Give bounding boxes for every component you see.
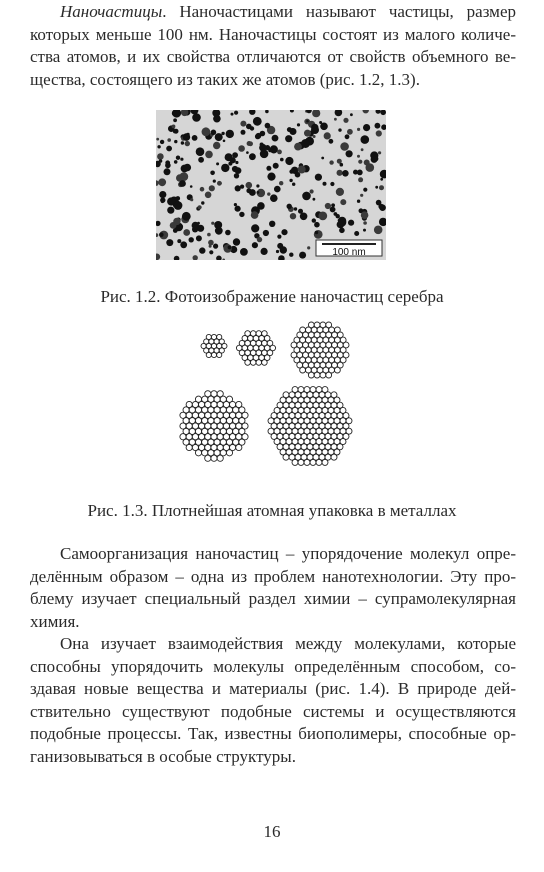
nanoparticle-dot — [167, 197, 175, 205]
nanoparticle-dot — [358, 160, 362, 164]
nanoparticle-dot — [185, 141, 190, 146]
nanoparticle-dot — [329, 160, 333, 164]
nanoparticle-dot — [350, 113, 353, 116]
nanoparticle-dot — [192, 135, 198, 141]
nanoparticle-dot — [314, 222, 320, 228]
nanoparticle-dot — [363, 188, 367, 192]
nanoparticle-dot — [196, 147, 205, 156]
nanoparticle-dot — [315, 174, 322, 181]
paragraph-text: ствительно существуют подобные системы и осуществляются — [30, 701, 516, 721]
nanoparticle-dot — [240, 248, 248, 256]
atom-sphere — [256, 360, 262, 366]
nanoparticle-dot — [379, 185, 384, 190]
nanoparticle-dot — [234, 203, 237, 206]
nanoparticle-dot — [315, 231, 318, 234]
scale-bar-label: 100 nm — [332, 247, 366, 258]
nanoparticle-dot — [339, 228, 345, 234]
atom-cluster — [268, 387, 352, 466]
nanoparticle-dot — [174, 160, 178, 164]
nanoparticle-dot — [298, 209, 303, 214]
nanoparticle-dot — [266, 166, 271, 171]
nanoparticle-dot — [235, 161, 238, 164]
term-nanoparticles: Наночастицы — [60, 2, 163, 21]
nanoparticle-dot — [375, 186, 378, 189]
nanoparticle-dot — [280, 246, 287, 253]
atom-sphere — [298, 459, 304, 465]
paragraph-nanoparticles — [30, 1, 516, 91]
atom-sphere — [314, 372, 320, 378]
nanoparticle-dot — [176, 156, 180, 160]
nanoparticle-dot — [311, 124, 318, 131]
nanoparticle-dot — [207, 233, 211, 237]
nanoparticle-dot — [277, 150, 282, 155]
nanoparticle-dot — [260, 150, 269, 159]
nanoparticle-dot — [342, 170, 349, 177]
nanoparticle-dot — [357, 155, 360, 158]
nanoparticle-dot — [156, 138, 159, 141]
nanoparticle-dot — [184, 164, 192, 172]
nanoparticle-dot — [251, 211, 259, 219]
nanoparticle-dot — [340, 142, 349, 151]
nanoparticle-dot — [192, 113, 201, 122]
atom-sphere — [186, 444, 192, 450]
nanoparticle-dot — [340, 199, 346, 205]
nanoparticle-dot — [306, 120, 309, 123]
nanoparticle-dot — [380, 178, 383, 181]
nanoparticle-dot — [199, 247, 205, 253]
nanoparticle-dot — [374, 226, 383, 235]
nanoparticle-dot — [158, 178, 166, 186]
nanoparticle-dot — [241, 130, 246, 135]
nanoparticle-dot — [181, 175, 184, 178]
nanoparticle-dot — [354, 231, 359, 236]
nanoparticle-dot — [215, 133, 223, 141]
nanoparticle-dot — [343, 118, 348, 123]
nanoparticle-dot — [215, 227, 223, 235]
atomic-packing-illustration — [170, 318, 370, 468]
nanoparticle-dot — [234, 173, 239, 178]
nanoparticle-dot — [246, 151, 249, 154]
nanoparticle-dot — [166, 239, 173, 246]
nanoparticle-dot — [321, 157, 324, 160]
nanoparticle-dot — [257, 237, 262, 242]
nanoparticle-dot — [294, 207, 297, 210]
nanoparticle-dot — [190, 185, 193, 188]
nanoparticle-dot — [363, 229, 366, 232]
nanoparticle-dot — [289, 253, 293, 257]
nanoparticle-dot — [159, 159, 163, 163]
nanoparticle-dot — [181, 141, 184, 144]
nanoparticle-dot — [240, 121, 246, 127]
atom-sphere — [211, 352, 216, 357]
paragraph-text: блему изучает специальный раздел химии – супрамолекулярная — [30, 589, 516, 609]
nanoparticle-dot — [329, 139, 334, 144]
page-number: 16 — [263, 822, 281, 841]
nanoparticle-dot — [268, 149, 272, 153]
atom-sphere — [195, 450, 201, 456]
atom-sphere — [205, 455, 211, 461]
nanoparticle-dot — [298, 166, 306, 174]
nanoparticle-dot — [304, 130, 311, 137]
nanoparticle-dot — [378, 204, 384, 210]
nanoparticle-dot — [157, 145, 160, 148]
nanoparticle-dot — [361, 148, 364, 151]
nanoparticle-dot — [357, 128, 360, 131]
nanoparticle-dot — [167, 138, 171, 142]
nanoparticle-dot — [246, 182, 253, 189]
nanoparticle-dot — [334, 118, 337, 121]
nanoparticle-dot — [213, 244, 218, 249]
paragraph-text: ганизовываться в особые структуры. — [30, 746, 296, 766]
nanoparticle-dot — [208, 240, 214, 246]
nanoparticle-dot — [299, 252, 306, 259]
nanoparticle-dot — [165, 160, 170, 165]
paragraph-text: . Наночастицами называют частицы, размер — [162, 2, 516, 21]
nanoparticle-dot — [331, 203, 335, 207]
atom-sphere — [320, 372, 326, 378]
nanoparticle-dot — [360, 194, 363, 197]
nanoparticle-dot — [198, 205, 202, 209]
nanoparticle-dot — [358, 177, 363, 182]
nanoparticle-dot — [159, 232, 164, 237]
nanoparticle-dot — [179, 180, 186, 187]
nanoparticle-dot — [250, 126, 254, 130]
nanoparticle-dot — [357, 200, 360, 203]
nanoparticle-dot — [301, 139, 310, 148]
nanoparticle-dot — [251, 224, 259, 232]
nanoparticle-dot — [246, 188, 251, 193]
nanoparticle-dot — [366, 163, 375, 172]
nanoparticle-dot — [256, 184, 259, 187]
nanoparticle-dot — [235, 206, 241, 212]
nanoparticle-dot — [290, 213, 296, 219]
nanoparticle-dot — [164, 168, 171, 175]
silver-nanoparticles-photo — [156, 110, 386, 260]
nanoparticle-dot — [361, 211, 369, 219]
nanoparticle-dot — [378, 151, 381, 154]
atom-sphere — [283, 454, 289, 460]
nanoparticle-dot — [270, 194, 278, 202]
nanoparticle-dot — [324, 132, 331, 139]
paragraph-text: Она изучает взаимодействия между молекулами, которые — [60, 634, 516, 653]
nanoparticle-dot — [159, 191, 166, 198]
paragraph-text: здавая новые вещества и материалы (рис. 1.4). В природе дей- — [30, 679, 516, 699]
nanoparticle-dot — [248, 141, 253, 146]
figure-1-2-caption: Рис. 1.2. Фотоизображение наночастиц серебра — [100, 287, 444, 306]
nanoparticle-dot — [223, 140, 226, 143]
nanoparticle-dot — [338, 128, 341, 131]
atom-sphere — [326, 372, 332, 378]
nanoparticle-dot — [280, 158, 284, 162]
nanoparticle-dot — [235, 185, 241, 191]
nanoparticle-dot — [347, 129, 353, 135]
nanoparticle-dot — [334, 212, 338, 216]
nanoparticle-dot — [173, 118, 177, 122]
nanoparticle-dot — [180, 158, 183, 161]
nanoparticle-dot — [277, 235, 281, 239]
nanoparticle-dot — [371, 156, 378, 163]
nanoparticle-dot — [161, 200, 164, 203]
nanoparticle-dot — [281, 229, 287, 235]
nanoparticle-dot — [323, 182, 327, 186]
nanoparticle-dot — [319, 121, 322, 124]
nanoparticle-dot — [192, 222, 199, 229]
nanoparticle-dot — [287, 204, 292, 209]
nanoparticle-dot — [302, 192, 311, 201]
nanoparticle-dot — [307, 246, 310, 249]
nanoparticle-dot — [318, 212, 327, 221]
nanoparticle-dot — [285, 157, 293, 165]
atom-sphere — [308, 372, 314, 378]
nanoparticle-dot — [310, 189, 314, 193]
nanoparticle-dot — [221, 132, 224, 135]
nanoparticle-dot — [160, 140, 164, 144]
paragraph-self-organization — [30, 543, 516, 633]
nanoparticle-dot — [292, 183, 295, 186]
nanoparticle-dot — [190, 198, 193, 201]
nanoparticle-dot — [345, 134, 350, 139]
nanoparticle-dot — [174, 140, 177, 143]
paragraph-text: способны упорядочить молекулы определённым способом, со- — [30, 656, 516, 676]
nanoparticle-dot — [337, 170, 343, 176]
nanoparticle-dot — [257, 202, 265, 210]
nanoparticle-dot — [233, 238, 240, 245]
nanoparticle-dot — [348, 220, 354, 226]
nanoparticle-dot — [375, 123, 381, 129]
atom-sphere — [250, 360, 256, 366]
atom-sphere — [316, 459, 322, 465]
nanoparticle-dot — [167, 207, 174, 214]
nanoparticle-dot — [314, 230, 323, 239]
nanoparticle-dot — [255, 134, 261, 140]
paragraph-text: делённым образом – одна из проблем нанотехнологии. Эту про- — [30, 566, 516, 586]
nanoparticle-dot — [330, 207, 336, 213]
nanoparticle-dot — [285, 135, 292, 142]
nanoparticle-dot — [353, 170, 358, 175]
nanoparticle-dot — [211, 222, 214, 225]
nanoparticle-dot — [234, 111, 238, 115]
paragraph-text: которых меньше 100 нм. Наночастицы состоят из малого количе- — [30, 24, 516, 44]
nanoparticle-dot — [209, 245, 212, 248]
nanoparticle-dot — [273, 163, 279, 169]
nanoparticle-dot — [217, 181, 222, 186]
nanoparticle-dot — [239, 212, 244, 217]
nanoparticle-dot — [225, 153, 233, 161]
nanoparticle-dot — [363, 221, 367, 225]
nanoparticle-dot — [210, 171, 215, 176]
nanoparticle-dot — [225, 230, 231, 236]
nanoparticle-dot — [279, 181, 283, 185]
atom-sphere — [292, 459, 298, 465]
nanoparticle-dot — [189, 237, 194, 242]
nanoparticle-dot — [213, 142, 220, 149]
nanoparticle-dot — [228, 246, 232, 250]
nanoparticle-dot — [238, 145, 245, 152]
nanoparticle-dot — [177, 239, 181, 243]
nanoparticle-dot — [338, 219, 341, 222]
atom-sphere — [211, 455, 217, 461]
nanoparticle-dot — [202, 127, 211, 136]
nanoparticle-dot — [211, 130, 217, 136]
nanoparticle-dot — [170, 222, 177, 229]
nanoparticle-dot — [272, 135, 279, 142]
nanoparticle-dot — [196, 235, 202, 241]
nanoparticle-dot — [313, 135, 316, 138]
nanoparticle-dot — [232, 166, 238, 172]
nanoparticle-dot — [157, 153, 164, 160]
nanoparticle-dot — [346, 150, 353, 157]
nanoparticle-dot — [276, 250, 279, 253]
nanoparticle-dot — [261, 248, 268, 255]
nanoparticle-dot — [287, 127, 292, 132]
atom-sphere — [322, 459, 328, 465]
nanoparticle-dot — [186, 133, 189, 136]
paragraph-text: ства атомов, и их свойства отличаются от свойств объемного ве- — [30, 47, 516, 67]
atom-cluster — [180, 391, 248, 462]
nanoparticle-dot — [253, 119, 256, 122]
atom-sphere — [310, 459, 316, 465]
atom-sphere — [262, 360, 268, 366]
atom-cluster — [201, 334, 227, 357]
paragraph-supramolecular — [30, 633, 516, 769]
nanoparticle-dot — [267, 173, 275, 181]
atom-sphere — [217, 455, 223, 461]
nanoparticle-dot — [173, 228, 178, 233]
nanoparticle-dot — [313, 198, 316, 201]
nanoparticle-dot — [231, 113, 234, 116]
figure-1-3-caption: Рис. 1.3. Плотнейшая атомная упаковка в металлах — [87, 501, 457, 520]
nanoparticle-dot — [183, 229, 190, 236]
atom-sphere — [304, 459, 310, 465]
nanoparticle-dot — [330, 182, 334, 186]
atom-sphere — [226, 450, 232, 456]
nanoparticle-dot — [361, 135, 370, 144]
nanoparticle-dot — [226, 130, 234, 138]
nanoparticle-dot — [209, 250, 213, 254]
atom-sphere — [335, 367, 341, 373]
atom-cluster — [291, 322, 349, 378]
nanoparticle-dot — [252, 242, 258, 248]
nanoparticle-dot — [205, 192, 212, 199]
paragraph-text: химия. — [30, 611, 80, 631]
nanoparticle-dot — [180, 241, 187, 248]
nanoparticle-dot — [294, 143, 302, 151]
nanoparticle-dot — [172, 125, 176, 129]
paragraph-text: щества, состоящего из таких же атомов (рис. 1.2, 1.3). — [30, 69, 420, 89]
nanoparticle-dot — [201, 201, 204, 204]
atom-sphere — [245, 360, 251, 366]
nanoparticles-image — [156, 110, 386, 260]
nanoparticle-dot — [274, 186, 281, 193]
nanoparticle-dot — [232, 152, 238, 158]
nanoparticle-dot — [269, 221, 275, 227]
nanoparticle-dot — [166, 146, 172, 152]
nanoparticle-dot — [209, 185, 215, 191]
nanoparticle-dot — [205, 151, 213, 159]
nanoparticle-dot — [336, 188, 344, 196]
nanoparticle-dot — [257, 191, 260, 194]
nanoparticle-dot — [363, 124, 370, 131]
nanoparticle-dot — [267, 192, 270, 195]
nanoparticle-dot — [340, 163, 344, 167]
atom-sphere — [331, 454, 337, 460]
nanoparticle-dot — [376, 130, 382, 136]
nanoparticle-dot — [221, 164, 229, 172]
nanoparticle-dot — [312, 218, 316, 222]
paragraph-text: подобные процессы. Так, известны биополимеры, способные ор- — [30, 724, 516, 744]
nanoparticle-dot — [263, 230, 269, 236]
atom-sphere — [236, 444, 242, 450]
paragraph-text: Самоорганизация наночастиц – упорядочение молекул опре- — [60, 544, 516, 563]
nanoparticle-dot — [200, 187, 205, 192]
atom-sphere — [217, 352, 222, 357]
atom-sphere — [206, 352, 211, 357]
nanoparticle-dot — [182, 212, 191, 221]
atom-cluster — [236, 331, 275, 366]
atomic-clusters-image — [170, 318, 370, 468]
nanoparticle-dot — [213, 180, 216, 183]
nanoparticle-dot — [265, 123, 271, 129]
nanoparticle-dot — [198, 157, 204, 163]
nanoparticle-dot — [260, 143, 264, 147]
atom-sphere — [300, 367, 306, 373]
nanoparticle-dot — [249, 153, 256, 160]
nanoparticle-dot — [216, 162, 219, 165]
nanoparticle-dot — [297, 123, 300, 126]
nanoparticle-dot — [289, 179, 292, 182]
